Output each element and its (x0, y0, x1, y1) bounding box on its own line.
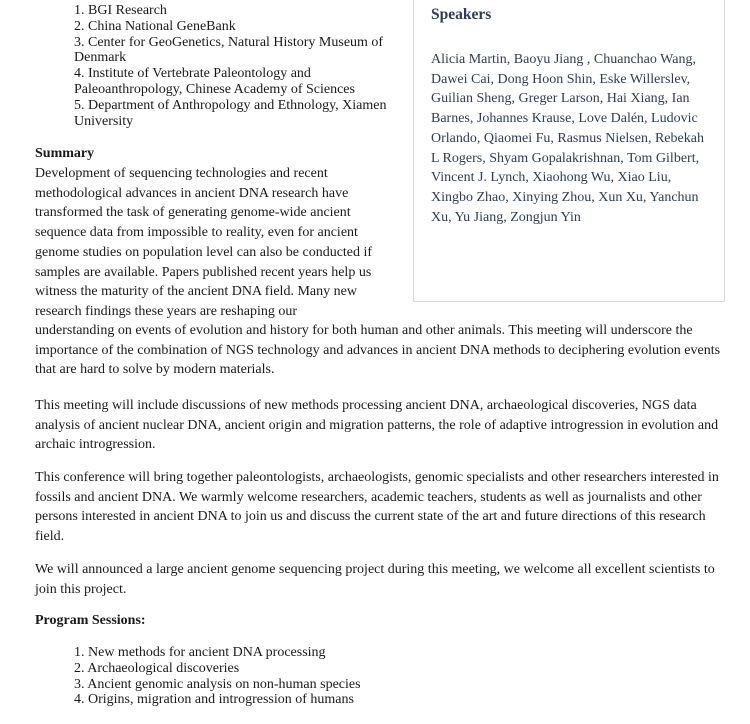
summary-heading: Summary (35, 146, 95, 161)
session-list (74, 645, 574, 708)
affiliation-list (74, 3, 404, 129)
program-heading: Program Sessions: (35, 613, 146, 628)
speakers-panel (413, 0, 725, 302)
paragraph-project: We will announced a large ancient genome sequencing project during this meeting, we welcome all excellent scientists to join this project. (35, 562, 715, 597)
summary-text: Development of sequencing technologies and recent methodological advances in ancient DNA research have transformed the task of generating genome-wide ancient sequence data from impossible to reality, even for ancient genome studies on population level can also be conducted if samples are available. Papers published recent years help us witness the maturity of the ancient DNA field. Many new research findings these years are reshaping our (35, 166, 373, 319)
speakers-list: Alicia Martin, Baoyu Jiang , Chuanchao Wang, Dawei Cai, Dong Hoon Shin, Eske Willerslev, Guilian Sheng, Greger Larson, Hai Xiang, Ian Barnes, Johannes Krause, Love Dalén, Ludovic Orlando, Qiaomei Fu, Rasmus Nielsen, Rebekah L Rogers, Shyam Gopalakrishnan, Tom Gilbert, Vincent J. Lynch, Xiaohong Wu, Xiao Liu, Xingbo Zhao, Xinying Zhou, Xun Xu, Yanchun Xu, Yu Jiang, Zongjun Yin (431, 52, 704, 225)
session-item: 4. Origins, migration and introgression of humans (74, 692, 354, 708)
affiliation-item: 5. Department of Anthropology and Ethnology, Xiamen University (74, 97, 387, 129)
affiliation-item: 4. Institute of Vertebrate Paleontology and Paleoanthropology, Chinese Academy of Sciences (74, 66, 355, 97)
summary-text-continued: understanding on events of evolution and history for both human and other animals. This meeting will underscore the importance of the combination of NGS technology and advances in ancient DNA methods to deciphering evolution events that are hard to solve by modern materials. (35, 323, 721, 378)
affiliation-item: 2. China National GeneBank (74, 18, 236, 34)
session-item: 2. Archaeological discoveries (74, 660, 240, 676)
affiliation-item: 1. BGI Research (74, 3, 167, 18)
paragraph-audience: This conference will bring together paleontologists, archaeologists, genomic specialists and other researchers interested in fossils and ancient DNA. We warmly welcome researchers, academic teachers, students as well as journalists and other persons interested in ancient DNA to join us and discuss the current state of the art and future directions of this research field. (35, 470, 719, 545)
session-item: 1. New methods for ancient DNA processing (74, 645, 326, 660)
session-item: 3. Ancient genomic analysis on non-human species (74, 676, 361, 692)
affiliation-item: 3. Center for GeoGenetics, Natural History Museum of Denmark (74, 34, 384, 66)
paragraph-topics: This meeting will include discussions of new methods processing ancient DNA, archaeological discoveries, NGS data analysis of ancient nuclear DNA, ancient origin and migration patterns, the role of adaptive introgression in evolution and archaic introgression. (35, 398, 719, 453)
speakers-heading: Speakers (431, 6, 492, 23)
